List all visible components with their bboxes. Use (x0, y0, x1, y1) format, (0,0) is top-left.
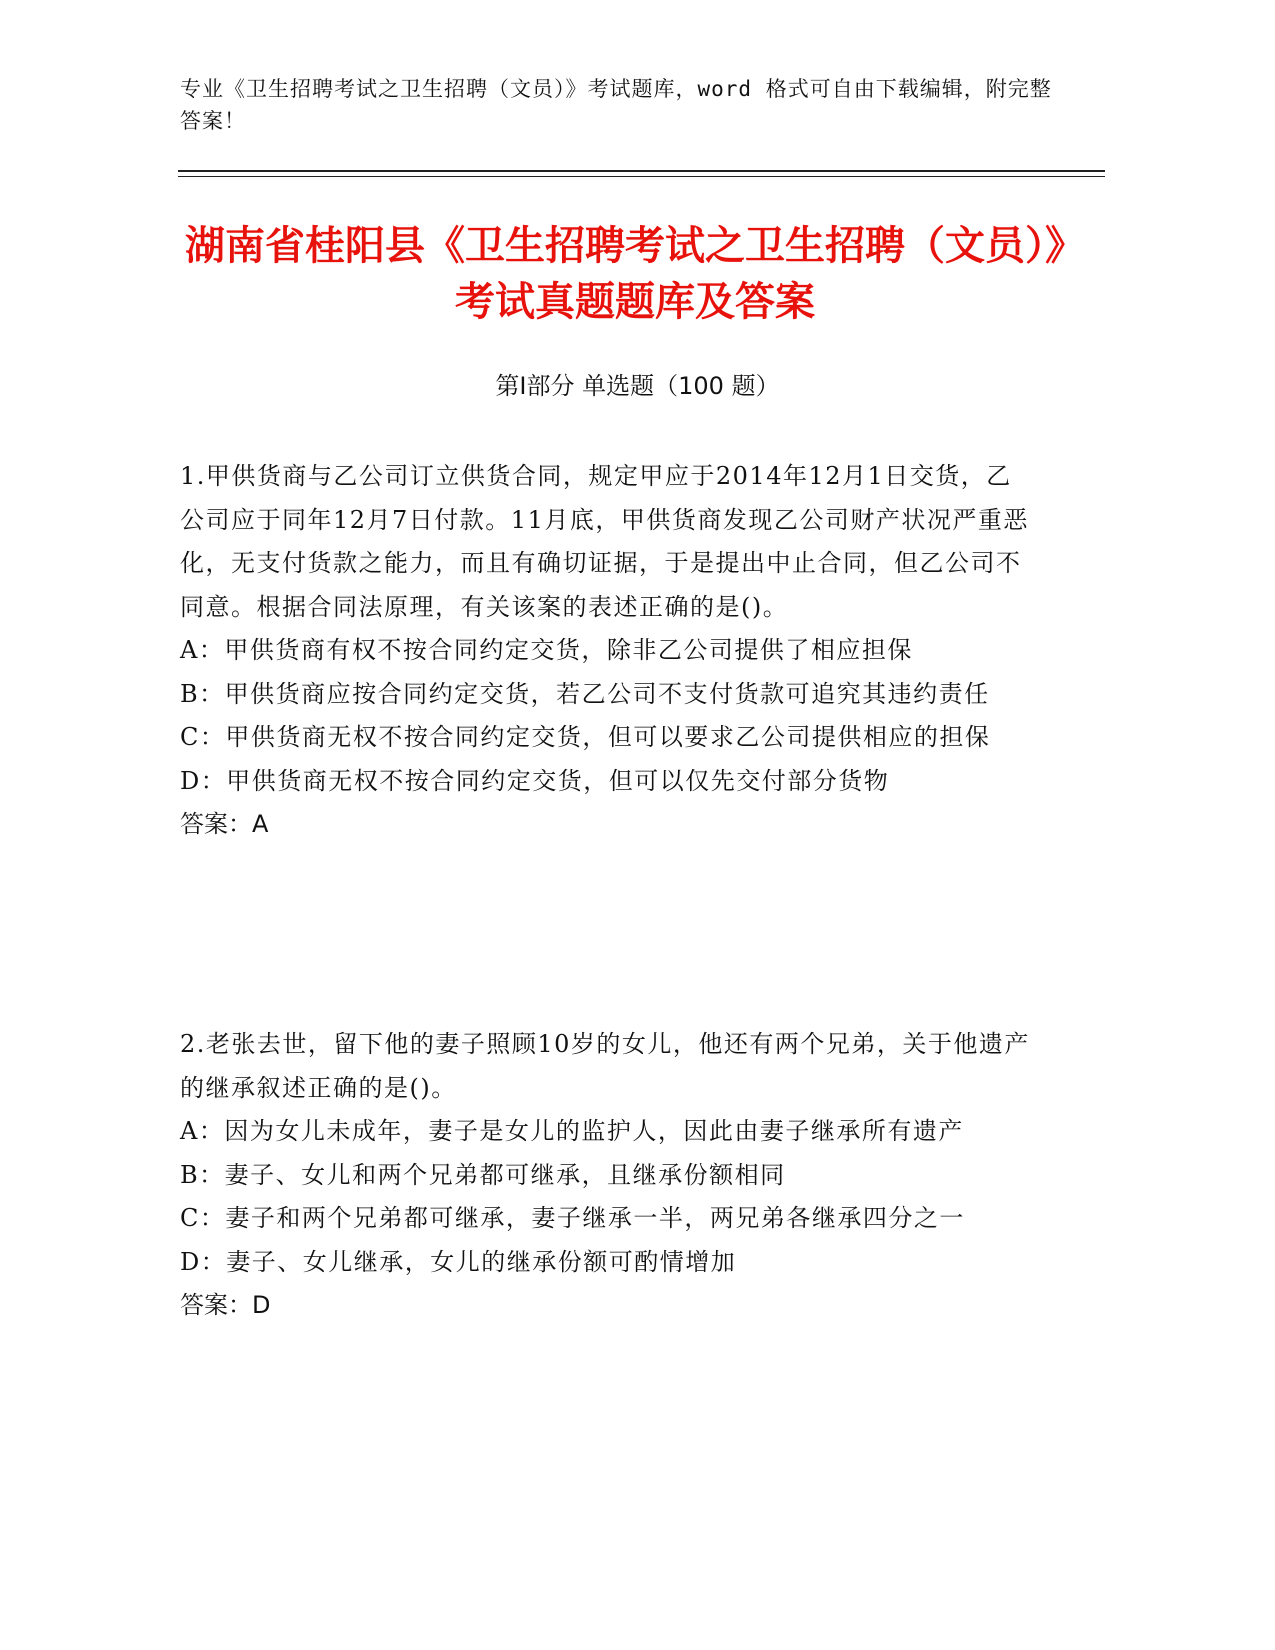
header-divider-thick (178, 170, 1105, 172)
header-note: 专业《卫生招聘考试之卫生招聘（文员）》考试题库，word 格式可自由下载编辑，附完整答案！ (180, 77, 1052, 133)
option-d: D：甲供货商无权不按合同约定交货，但可以仅先交付部分货物 (180, 766, 890, 795)
document-title: 湖南省桂阳县《卫生招聘考试之卫生招聘（文员）》考试真题题库及答案 (185, 223, 1085, 325)
option-b: B：甲供货商应按合同约定交货，若乙公司不支付货款可追究其违约责任 (180, 679, 990, 708)
section-heading: 第Ⅰ部分 单选题（100 题） (495, 372, 780, 400)
question-stem: 2.老张去世，留下他的妻子照顾10岁的女儿，他还有两个兄弟，关于他遗产的继承叙述正确的是()。 (180, 1030, 1030, 1102)
option-c: C：甲供货商无权不按合同约定交货，但可以要求乙公司提供相应的担保 (180, 723, 991, 751)
question-stem: 1.甲供货商与乙公司订立供货合同，规定甲应于2014年12月1日交货，乙公司应于同年12月7日付款。11月底，甲供货商发现乙公司财产状况严重恶化，无支付货款之能力，而且有确切证据，于是提出中止合同，但乙公司不同意。根据合同法原理，有关该案的表述正确的是()。 (180, 462, 1029, 621)
question-2 (180, 1023, 1035, 1328)
option-c: C：妻子和两个兄弟都可继承，妻子继承一半，两兄弟各继承四分之一 (180, 1204, 965, 1232)
answer: 答案：D (180, 1291, 271, 1319)
answer: 答案：A (180, 810, 269, 838)
option-a: A：甲供货商有权不按合同约定交货，除非乙公司提供了相应担保 (180, 636, 913, 664)
option-a: A：因为女儿未成年，妻子是女儿的监护人，因此由妻子继承所有遗产 (180, 1117, 964, 1145)
question-1 (180, 455, 1035, 847)
option-b: B：妻子、女儿和两个兄弟都可继承，且继承份额相同 (180, 1160, 786, 1189)
header-divider-thin (178, 176, 1105, 177)
option-d: D：妻子、女儿继承，女儿的继承份额可酌情增加 (180, 1247, 737, 1276)
